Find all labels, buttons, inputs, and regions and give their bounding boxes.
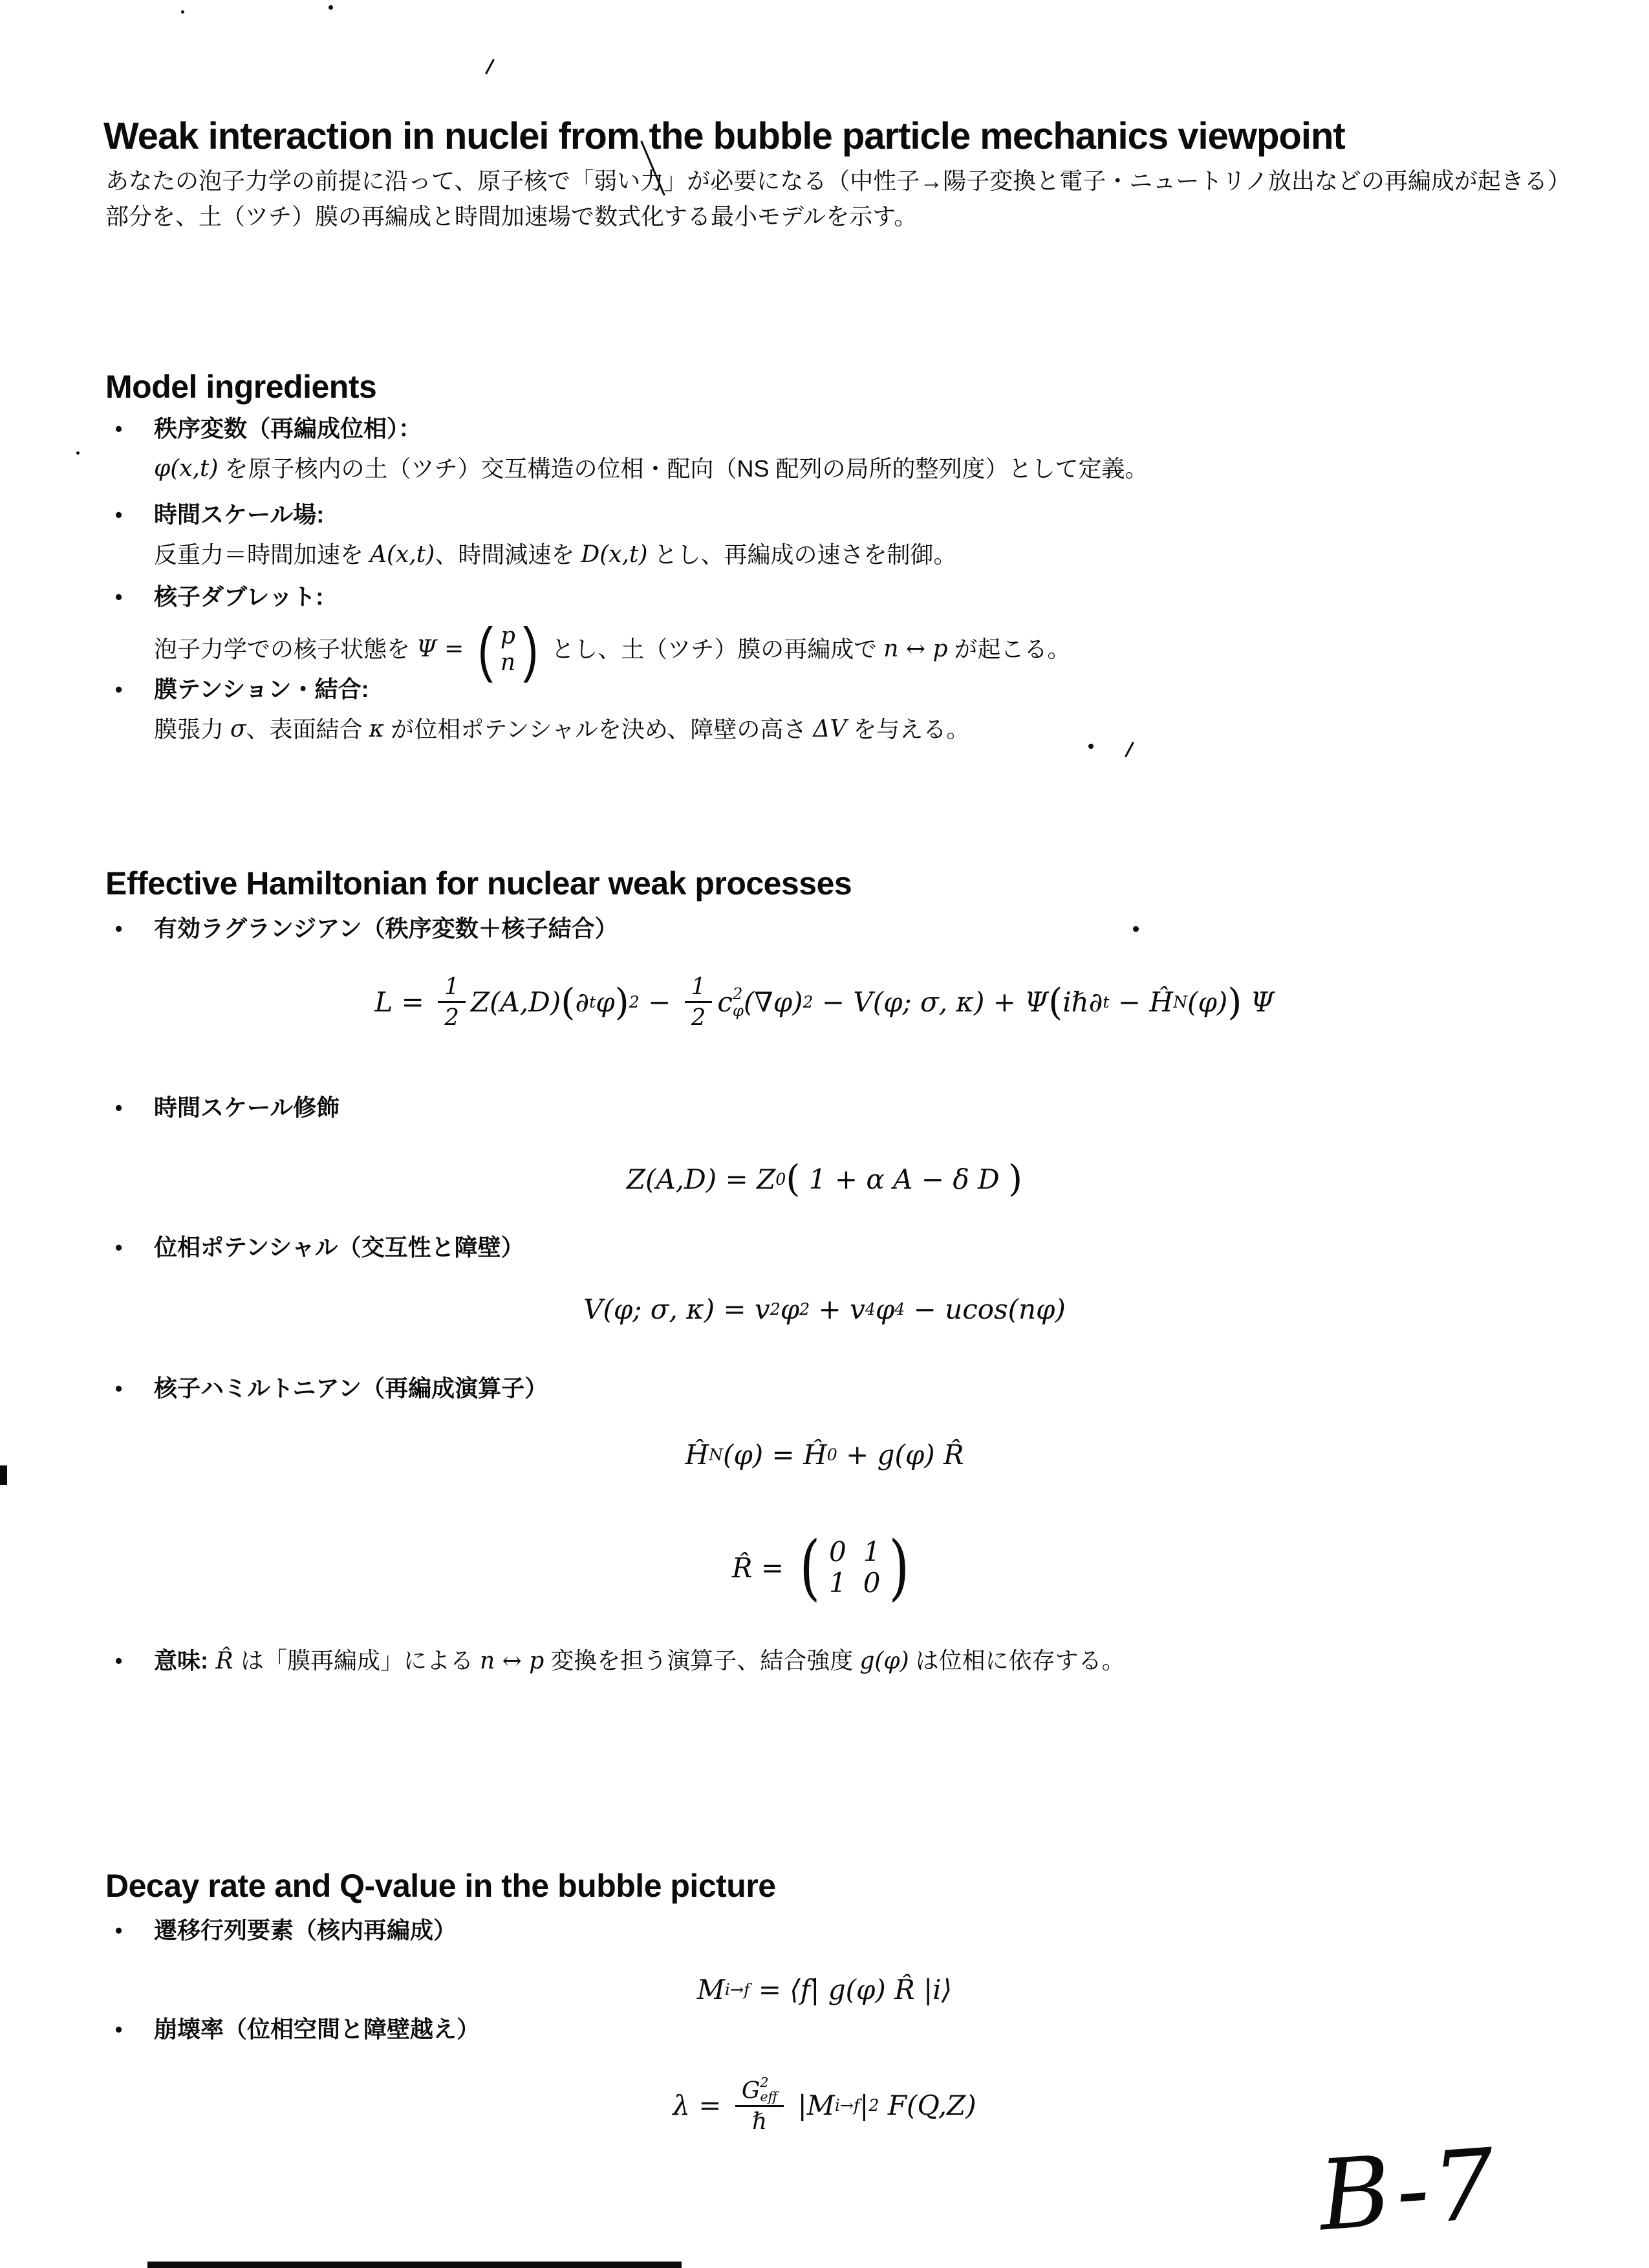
bullet-effective-lagrangian	[115, 914, 1570, 944]
bullet-heading: 核子ハミルトニアン（再編成演算子）	[154, 1375, 548, 1401]
bullet-icon: •	[115, 1649, 123, 1672]
bullet-membrane-tension	[115, 675, 1570, 744]
formula-hamiltonian: Ĥ N (φ) = Ĥ 0 + g(φ) R̂	[685, 1439, 964, 1471]
bullet-time-scale-modification	[115, 1093, 1570, 1123]
bullet-heading: 遷移行列要素（核内再編成）	[154, 1917, 457, 1943]
bullet-heading: 核子ダブレット:	[154, 583, 324, 610]
bullet-icon: •	[115, 1236, 123, 1259]
bullet-icon: •	[115, 917, 123, 940]
scan-edge-bar	[147, 2262, 682, 2268]
bullet-heading: 膜テンション・結合:	[154, 676, 369, 702]
scan-speck	[76, 451, 80, 455]
section-heading-decay-rate: Decay rate and Q-value in the bubble picture	[105, 1867, 776, 1904]
bullet-heading: 崩壊率（位相空間と障壁越え）	[154, 2016, 480, 2042]
bullet-transition-matrix-element	[115, 1916, 1570, 1945]
bullet-icon: •	[115, 2018, 123, 2041]
bullet-time-scale-field	[115, 500, 1570, 570]
scan-speck	[1088, 744, 1094, 749]
page-title: Weak interaction in nuclei from the bubble particle mechanics viewpoint	[103, 114, 1345, 157]
intro-line-2: 部分を、土（ツチ）膜の再編成と時間加速場で数式化する最小モデルを示す。	[105, 203, 918, 230]
bullet-heading: 秩序変数（再編成位相）：	[154, 415, 422, 442]
formula-z-factor: Z(A,D) = Z 0 ( 1 + α A − δ D )	[626, 1158, 1023, 1200]
bullet-icon: •	[115, 417, 123, 440]
formula-decay-rate: λ = G 2 eff ℏ |M i→f | 2 F(Q,Z)	[673, 2075, 976, 2135]
bullet-icon: •	[115, 585, 123, 609]
bullet-heading: 有効ラグランジアン（秩序変数＋核子結合）	[154, 915, 618, 942]
bullet-heading: 位相ポテンシャル（交互性と障壁）	[154, 1234, 524, 1260]
bullet-phase-potential	[115, 1233, 1570, 1262]
bullet-body: 意味: R̂ は「膜再編成」による n ↔ p 変換を担う演算子、結合強度 g(φ) は位相に依存する。	[154, 1647, 1125, 1674]
formula-matrix-element: M i→f = ⟨f| g(φ) R̂ |i⟩	[696, 1974, 953, 2005]
scan-speck	[329, 5, 333, 10]
bullet-icon: •	[115, 1919, 123, 1942]
bullet-icon: •	[115, 1377, 123, 1400]
bullet-body: φ(x,t) を原子核内の土（ツチ）交互構造の位相・配向（NS 配列の局所的整列度）として定義。	[154, 455, 1148, 482]
bullet-body: 泡子力学での核子状態を Ψ = ( p n ) とし、土（ツチ）膜の再編成で n ↔ p が起こる。	[154, 615, 1071, 683]
formula-r-matrix: R̂ = ( 0 1 1 0 )	[731, 1526, 910, 1608]
bullet-body: 膜張力 σ 、表面結合 κ が位相ポテンシャルを決め、障壁の高さ ΔV を与える。	[154, 716, 970, 742]
intro-paragraph	[105, 163, 1580, 234]
handwritten-annotation: B-7	[1315, 2128, 1502, 2253]
bullet-icon: •	[115, 678, 123, 701]
scan-speck	[485, 59, 495, 74]
bullet-nucleon-hamiltonian	[115, 1374, 1570, 1403]
section-heading-effective-hamiltonian: Effective Hamiltonian for nuclear weak processes	[105, 865, 852, 902]
bullet-heading: 時間スケール場:	[154, 501, 325, 528]
bullet-heading: 時間スケール修飾	[154, 1094, 340, 1121]
bullet-nucleon-doublet	[115, 582, 1570, 683]
formula-lagrangian: L = $\frac{1}{2}$ Z(A,D) ( ∂ t φ ) 2 − $\frac{1}{2}$ c 2 φ (∇φ) 2 − V(φ; σ, κ) + Ψ ( iℏ∂ t − Ĥ N (φ) ) Ψ	[374, 973, 1275, 1031]
bullet-order-parameter	[115, 414, 1570, 484]
intro-line-1: あなたの泡子力学の前提に沿って、原子核で「弱い力」が必要になる（中性子→陽子変換と電子・ニュートリノ放出などの再編成が起きる）	[105, 167, 1571, 194]
bullet-icon: •	[115, 1096, 123, 1119]
bullet-meaning	[115, 1646, 1570, 1676]
formula-potential: V(φ; σ, κ) = v 2 φ 2 + v 4 φ 4 − ucos(nφ)	[583, 1293, 1066, 1325]
bullet-body: 反重力＝時間加速を A(x,t) 、時間減速を D(x,t) とし、再編成の速さを制御。	[154, 541, 957, 568]
bullet-decay-rate	[115, 2014, 1570, 2044]
scan-speck	[181, 10, 184, 14]
bullet-icon: •	[115, 503, 123, 526]
section-heading-model-ingredients: Model ingredients	[105, 368, 377, 405]
